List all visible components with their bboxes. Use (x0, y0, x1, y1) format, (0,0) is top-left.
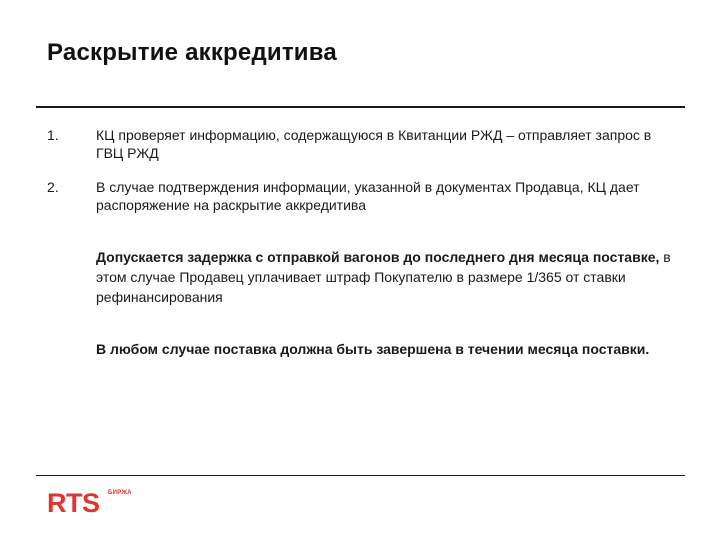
rts-logo-text: RTS (47, 488, 100, 518)
rts-logo (47, 488, 157, 518)
footer-divider (36, 475, 685, 476)
delay-note-text: в этом случае Продавец уплачивает штраф Покупателю в размере 1/365 от ставки рефинансирования (96, 249, 671, 305)
title-divider (36, 106, 685, 108)
numbered-list (47, 126, 677, 230)
list-item (47, 178, 677, 214)
page-title: Раскрытие аккредитива (47, 39, 337, 66)
completion-note-paragraph: В любом случае поставка должна быть завершена в течении месяца поставки. (96, 341, 650, 357)
list-item (47, 126, 677, 162)
list-item-text: В случае подтверждения информации, указанной в документах Продавца, КЦ дает распоряжение на раскрытие аккредитива (96, 179, 640, 213)
delay-note-paragraph (96, 247, 676, 307)
list-item-number: 2. (47, 179, 59, 195)
list-item-text: КЦ проверяет информацию, содержащуюся в Квитанции РЖД – отправляет запрос в ГВЦ РЖД (96, 127, 652, 161)
rts-logo-subtitle: БИРЖА (108, 490, 132, 496)
list-item-number: 1. (47, 127, 59, 143)
delay-note-bold: Допускается задержка с отправкой вагонов до последнего дня месяца поставке, (96, 249, 660, 265)
